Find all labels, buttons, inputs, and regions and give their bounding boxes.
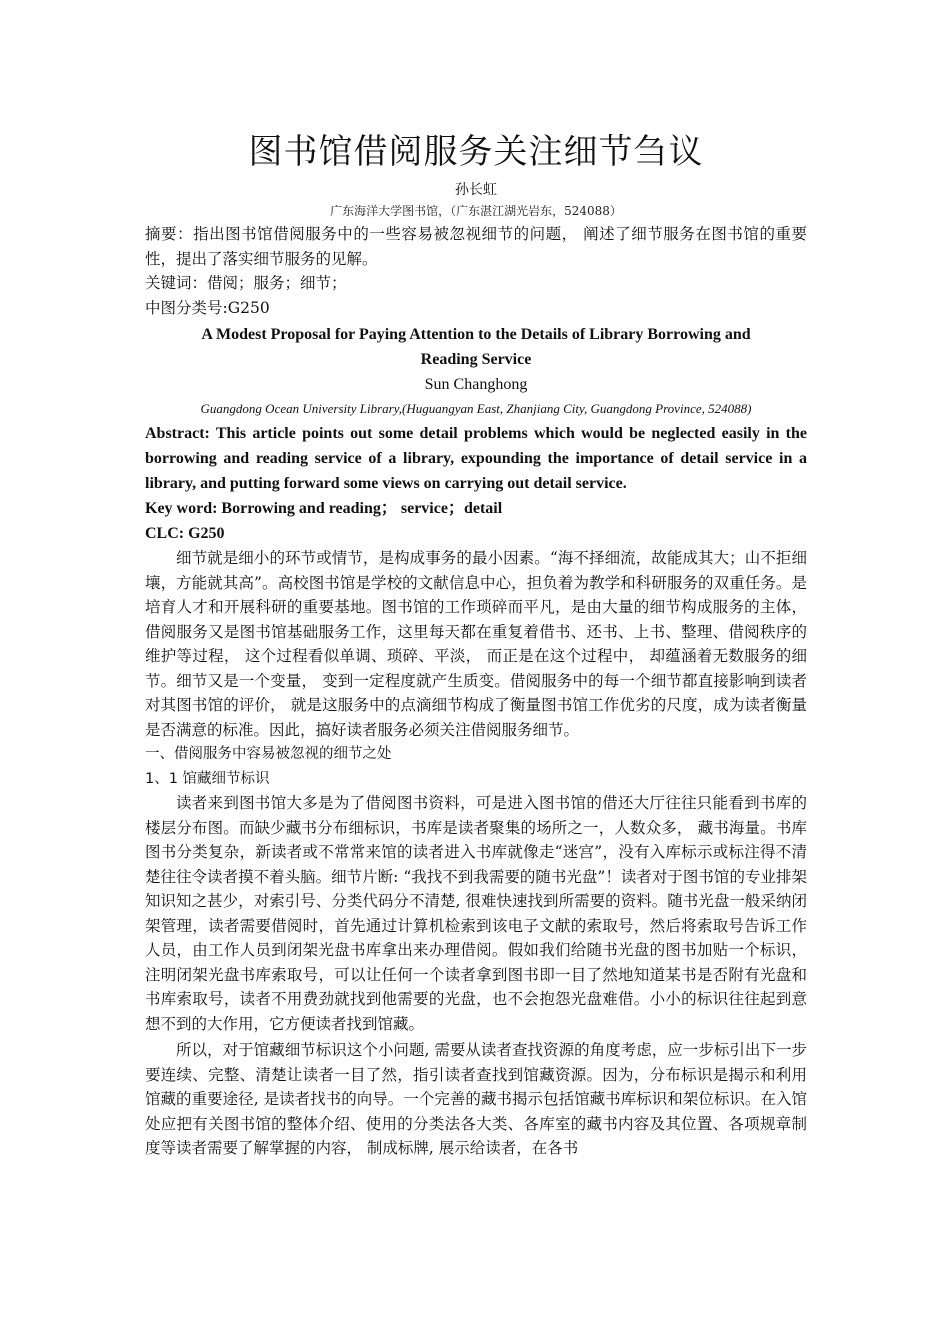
author-chinese: 孙长虹	[455, 182, 497, 198]
article-title: 图书馆借阅服务关注细节刍议	[248, 132, 704, 172]
affiliation-chinese: 广东海洋大学图书馆，（广东湛江湖光岩东，524088）	[330, 204, 622, 218]
body-paragraph: 读者来到图书馆大多是为了借阅图书资料，可是进入图书馆的借还大厅往往只能看到书库的楼层分布图。而缺少藏书分布细标识，书库是读者聚集的场所之一，人数众多， 藏书海量。书库图书分类复杂，新读者或不常常来馆的读者进入书库就像走“迷宫”，没有入库标示或标注得不清楚往往令读者摸不着头脑。细节片断: “我找不到我需要的随书光盘”！读者对于图书馆的专业排架知识知之甚少，对索引号、分类代码分不清楚, 很难快速找到所需要的资料。随书光盘一般采纳闭架管理，读者需要借阅时，首先通过计算机检索到该电子文献的索取号，然后将索取号告诉工作人员，由工作人员到闭架光盘书库拿出来办理借阅。假如我们给随书光盘的图书加贴一个标识，注明闭架光盘书库索取号，可以让任何一个读者拿到图书即一目了然地知道某书是否附有光盘和书库索取号，读者不用费劲就找到他需要的光盘，也不会抱怨光盘难借。小小的标识往往起到意想不到的大作用，它方便读者找到馆藏。	[145, 794, 807, 1033]
section-heading-1: 一、借阅服务中容易被忽视的细节之处	[145, 746, 392, 762]
clc-english: CLC: G250	[145, 525, 225, 542]
english-title-line-2: Reading Service	[420, 351, 532, 368]
subsection-heading-1-1: 1、1 馆藏细节标识	[145, 770, 270, 787]
keywords-english: Key word: Borrowing and reading； service；detail	[145, 500, 503, 517]
author-english: Sun Changhong	[424, 376, 528, 393]
clc-chinese: 中图分类号:G250	[145, 298, 270, 317]
keywords-chinese: 关键词：借阅；服务；细节；	[145, 274, 347, 292]
article-body	[145, 128, 807, 1161]
body-paragraph: 所以，对于馆藏细节标识这个小问题, 需要从读者查找资源的角度考虑，应一步标引出下一步要连续、完整、清楚让读者一目了然，指引读者查找到馆藏资源。因为，分布标识是揭示和利用馆藏的重要途径, 是读者找书的向导。一个完善的藏书揭示包括馆藏书库标识和架位标识。在入馆处应把有关图书馆的整体介绍、使用的分类法各大类、各库室的藏书内容及其位置、各项规章制度等读者需要了解掌握的内容， 制成标牌, 展示给读者，在各书	[145, 1041, 807, 1157]
affiliation-english: Guangdong Ocean University Library,(Huguangyan East, Zhanjiang City, Guangdong Province, 524088)	[200, 401, 752, 416]
abstract-english: Abstract: This article points out some detail problems which would be neglected easily in the borrowing and reading service of a library, expounding the importance of detail service in a library, and putting forward some views on carrying out detail service.	[145, 425, 807, 492]
english-title-line-1: A Modest Proposal for Paying Attention to the Details of Library Borrowing and	[201, 326, 751, 343]
abstract-chinese: 摘要：指出图书馆借阅服务中的一些容易被忽视细节的问题， 阐述了细节服务在图书馆的重要性，提出了落实细节服务的见解。	[145, 225, 807, 268]
intro-paragraph: 细节就是细小的环节或情节，是构成事务的最小因素。“海不择细流，故能成其大；山不拒细壤，方能就其高”。高校图书馆是学校的文献信息中心，担负着为教学和科研服务的双重任务。是培育人才和开展科研的重要基地。图书馆的工作琐碎而平凡，是由大量的细节构成服务的主体，借阅服务又是图书馆基础服务工作，这里每天都在重复着借书、还书、上书、整理、借阅秩序的维护等过程， 这个过程看似单调、琐碎、平淡， 而正是在这个过程中， 却蕴涵着无数服务的细节。细节又是一个变量， 变到一定程度就产生质变。借阅服务中的每一个细节都直接影响到读者对其图书馆的评价， 就是这服务中的点滴细节构成了衡量图书馆工作优劣的尺度，成为读者衡量是否满意的标准。因此，搞好读者服务必须关注借阅服务细节。	[145, 549, 807, 739]
